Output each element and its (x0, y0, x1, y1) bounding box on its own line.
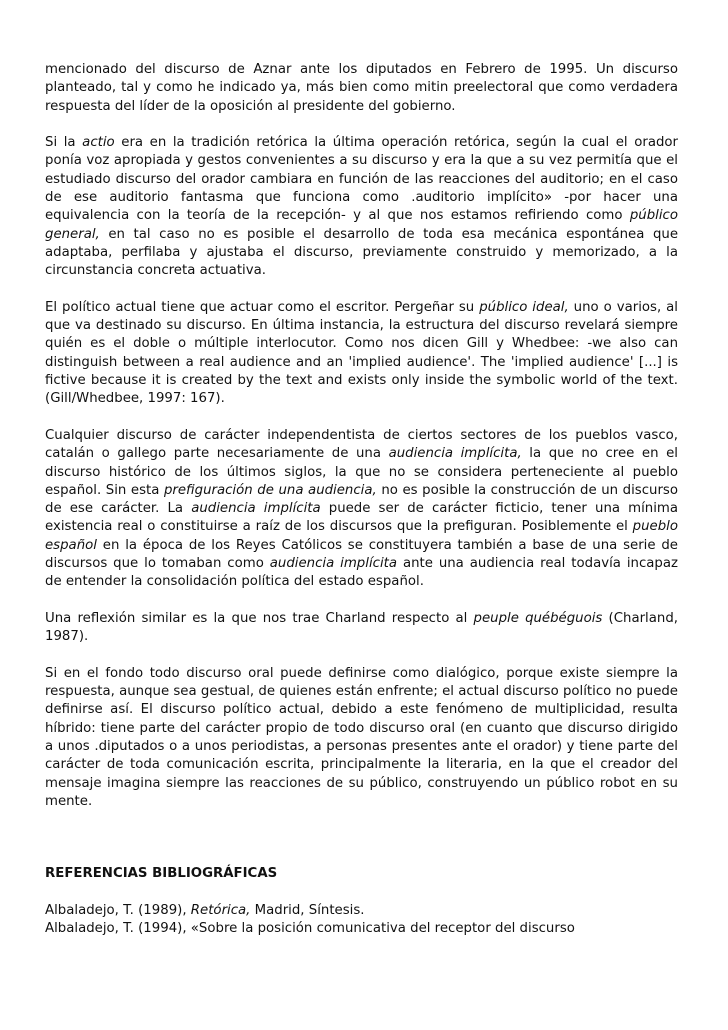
emphasis-text: público general, (45, 208, 678, 242)
emphasis-text: audiencia implícita (191, 501, 321, 517)
emphasis-text: público ideal, (479, 299, 569, 315)
reference-r2 (45, 920, 678, 938)
text-run: en tal caso no es posible el desarrollo de toda esa mecánica espontánea que adaptaba, perfilaba y ajustaba el discurso, previamente construido y memorizado, a la circunstancia concreta actuativa. (45, 226, 678, 279)
text-run: la que no cree en el discurso histórico de los últimos siglos, la que no se considera perteneciente al pueblo español. Sin esta (45, 446, 678, 498)
text-run: puede ser de carácter ficticio, tener una mínima existencia real o constituirse a raíz de los discursos que la prefiguran. Posiblemente el (45, 501, 679, 535)
paragraph-p1 (45, 61, 678, 116)
text-run: Albaladejo, T. (1989), (45, 902, 191, 918)
references-heading: REFERENCIAS BIBLIOGRÁFICAS (45, 866, 278, 882)
body-text (45, 61, 678, 811)
text-run: Si la (45, 135, 83, 151)
paragraph-p6 (45, 665, 678, 811)
emphasis-text: audiencia implícita (269, 556, 398, 572)
text-run: mencionado del discurso de Aznar ante los diputados en Febrero de 1995. Un discurso planteado, tal y como he indicado ya, más bien como mitin preelectoral que como verdadera respuesta del líder de la oposición al presidente del gobierno. (45, 62, 678, 114)
text-run: Cualquier discurso de carácter independentista de ciertos sectores de los pueblos vasco, catalán o gallego parte necesariamente de una (45, 427, 678, 462)
text-run: Madrid, Síntesis. (250, 902, 365, 918)
emphasis-text: prefiguración de una audiencia, (163, 482, 377, 498)
text-run: era en la tradición retórica la última operación retórica, según la cual el orador ponía voz apropiada y gestos convenientes a su discurso y era la que a su vez permitía que el estudiado discurso del orador cambiara en función de las reacciones del auditorio; en el caso de ese auditorio fantasma que funciona como .auditorio implícito» -por hacer una equivalencia con la teoría de la recepción- y al que nos estamos refiriendo como (45, 135, 679, 224)
text-run: ante una audiencia real todavía incapaz de entender la consolidación política del estado español. (45, 556, 678, 590)
text-run: uno o varios, al que va destinado su discurso. En última instancia, la estructura del discurso revelará siempre quién es el doble o múltiple interlocutor. Como nos dicen Gill y Whedbee: -we also can distinguish between a real audience and an 'implied audience'. The 'implied audience' [...] is fictive because it is created by the text and exists only inside the symbolic world of the text. (Gill/Whedbee, 1997: 167). (45, 299, 678, 407)
text-run: Una reflexión similar es la que nos trae Charland respecto al (45, 610, 474, 626)
emphasis-text: audiencia implícita, (388, 446, 522, 462)
text-run: en la época de los Reyes Católicos se constituyera también a base de una serie de discursos que lo tomaban como (45, 537, 678, 572)
references-list (45, 902, 678, 939)
text-run: Albaladejo, T. (1994), «Sobre la posición comunicativa del receptor del discurso (45, 921, 575, 937)
emphasis-text: actio (82, 135, 115, 151)
paragraph-p5 (45, 610, 678, 647)
emphasis-text: peuple québéguois (473, 610, 603, 626)
paragraph-p3 (45, 299, 678, 409)
reference-r1 (45, 902, 678, 920)
text-run: (Charland, 1987). (45, 610, 678, 645)
document-page (45, 61, 678, 938)
text-run: Si en el fondo todo discurso oral puede definirse como dialógico, porque existe siempre la respuesta, aunque sea gestual, de quienes están enfrente; el actual discurso político no puede definirse así. El discurso político actual, debido a este fenómeno de multiplicidad, resulta híbrido: tiene parte del carácter propio de todo discurso oral (en cuanto que discurso dirigido a unos .diputados o a unos periodistas, a personas presentes ante el orador) y tiene parte del carácter de toda comunicación escrita, principalmente la literaria, en la que el creador del mensaje imagina siempre las reacciones de su público, construyendo un público robot en su mente. (45, 665, 678, 809)
text-run: El político actual tiene que actuar como el escritor. Pergeñar su (45, 299, 480, 315)
emphasis-text: Retórica, (190, 902, 251, 918)
paragraph-p4 (45, 427, 678, 592)
text-run: no es posible la construcción de un discurso de ese carácter. La (45, 482, 678, 517)
emphasis-text: pueblo español (45, 519, 678, 553)
paragraph-p2 (45, 134, 678, 280)
